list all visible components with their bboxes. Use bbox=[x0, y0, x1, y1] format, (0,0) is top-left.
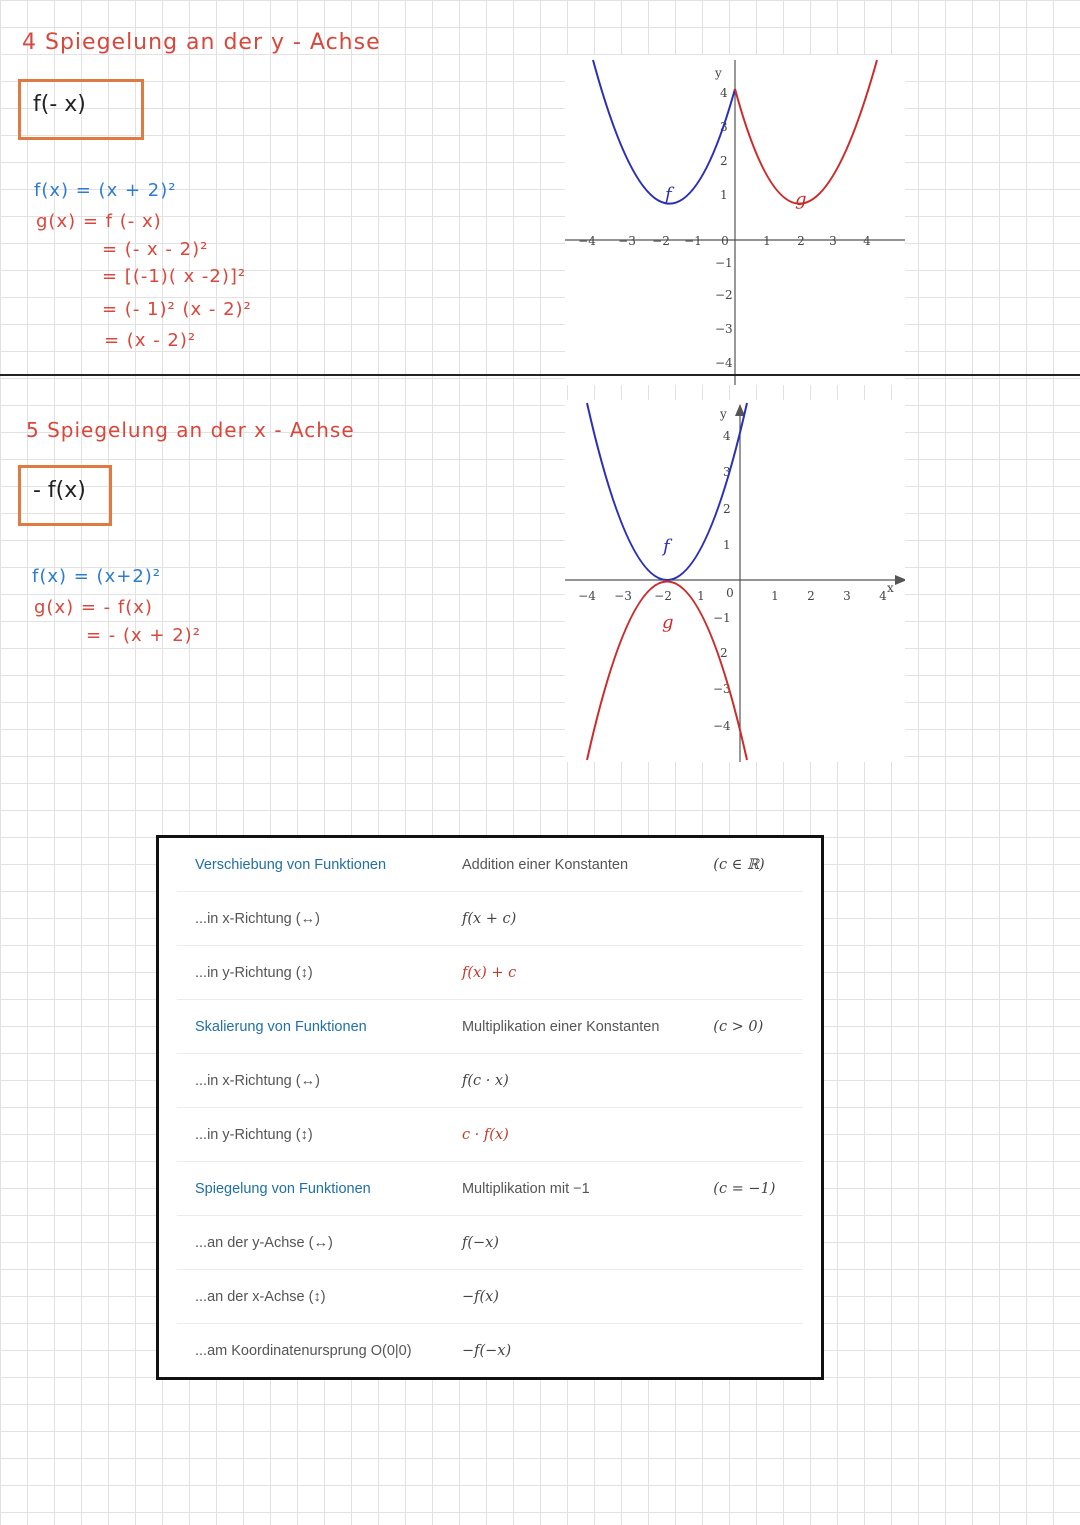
transformation-operation bbox=[458, 892, 709, 946]
x-axis-label: x bbox=[887, 581, 894, 595]
transformation-operation bbox=[458, 1216, 709, 1270]
x-tick: 0 bbox=[721, 234, 729, 248]
y-tick: −3 bbox=[715, 322, 733, 336]
y-tick: 3 bbox=[720, 120, 728, 134]
transformation-name: ...in x-Richtung (↔) bbox=[177, 1054, 458, 1108]
constant-condition bbox=[709, 892, 803, 946]
section-divider bbox=[0, 374, 1080, 376]
transformation-name: Spiegelung von Funktionen bbox=[177, 1162, 458, 1216]
y-tick: −4 bbox=[715, 356, 733, 370]
x-tick: 0 bbox=[726, 586, 734, 600]
formula: f(c · x) bbox=[461, 1072, 509, 1089]
x-tick: 1 bbox=[763, 234, 771, 248]
transformation-name: ...in y-Richtung (↕) bbox=[177, 1108, 458, 1162]
transformation-operation bbox=[458, 1054, 709, 1108]
f-curve bbox=[593, 60, 735, 204]
x-tick: −3 bbox=[614, 589, 632, 603]
transformation-operation bbox=[458, 946, 709, 1000]
section5-formula-box bbox=[18, 465, 112, 526]
section5-box-text: - f(x) bbox=[33, 478, 86, 503]
section4-step-3: = [(-1)( x -2)]² bbox=[102, 266, 247, 287]
transformation-operation: Addition einer Konstanten bbox=[458, 838, 709, 892]
section4-step-1: g(x) = f (- x) bbox=[36, 211, 162, 232]
x-tick: 2 bbox=[807, 589, 815, 603]
transformation-operation bbox=[458, 1270, 709, 1324]
x-tick: −3 bbox=[618, 234, 636, 248]
x-tick-labels bbox=[578, 234, 871, 248]
table-row bbox=[177, 1324, 803, 1377]
y-tick: −1 bbox=[713, 611, 731, 625]
x-tick: −1 bbox=[684, 234, 702, 248]
table-row bbox=[177, 1108, 803, 1162]
section4-f-definition: f(x) = (x + 2)² bbox=[34, 180, 177, 201]
section4-step-4: = (- 1)² (x - 2)² bbox=[102, 299, 252, 320]
x-tick: −4 bbox=[578, 589, 596, 603]
x-tick: −2 bbox=[652, 234, 670, 248]
table-section-row bbox=[177, 1162, 803, 1216]
y-tick: 3 bbox=[723, 465, 731, 479]
f-curve-label: f bbox=[665, 184, 672, 205]
section4-step-2: = (- x - 2)² bbox=[102, 239, 209, 260]
y-tick: 2 bbox=[720, 154, 728, 168]
constant-condition bbox=[709, 946, 803, 1000]
x-tick: 4 bbox=[879, 589, 887, 603]
table-body bbox=[177, 838, 803, 1377]
constant-condition bbox=[709, 1270, 803, 1324]
section4-box-text: f(- x) bbox=[33, 92, 86, 117]
section4-heading: 4 Spiegelung an der y - Achse bbox=[22, 30, 381, 55]
y-axis-label: y bbox=[715, 66, 722, 80]
y-tick: 4 bbox=[720, 86, 728, 100]
y-tick: 1 bbox=[720, 188, 728, 202]
formula: −f(−x) bbox=[461, 1342, 512, 1359]
section4-formula-box bbox=[18, 79, 144, 140]
f-curve-label: f bbox=[663, 536, 670, 557]
table-row bbox=[177, 1270, 803, 1324]
y-tick: −3 bbox=[713, 682, 731, 696]
transformations-table bbox=[156, 835, 824, 1380]
x-tick: 3 bbox=[843, 589, 851, 603]
section5-step-1: g(x) = - f(x) bbox=[34, 597, 153, 618]
table-row bbox=[177, 1054, 803, 1108]
x-tick: −4 bbox=[578, 234, 596, 248]
x-tick: 3 bbox=[829, 234, 837, 248]
transformation-name: ...an der y-Achse (↔) bbox=[177, 1216, 458, 1270]
x-tick: 1 bbox=[771, 589, 779, 603]
transformation-operation: Multiplikation mit −1 bbox=[458, 1162, 709, 1216]
formula: f(−x) bbox=[461, 1234, 499, 1251]
transformation-name: ...in y-Richtung (↕) bbox=[177, 946, 458, 1000]
y-tick: −1 bbox=[715, 256, 733, 270]
constant-condition bbox=[709, 1108, 803, 1162]
x-tick-labels bbox=[578, 586, 887, 603]
transformation-name: Skalierung von Funktionen bbox=[177, 1000, 458, 1054]
constant-condition bbox=[709, 1324, 803, 1377]
g-curve-label: g bbox=[662, 612, 674, 633]
y-tick-labels bbox=[715, 86, 733, 370]
graph-mirror-y-axis bbox=[565, 55, 905, 385]
section5-heading: 5 Spiegelung an der x - Achse bbox=[26, 418, 355, 442]
transformation-name: ...am Koordinatenursprung O(0|0) bbox=[195, 1342, 412, 1359]
transformation-operation bbox=[458, 1108, 709, 1162]
section5-step-2: = - (x + 2)² bbox=[86, 625, 201, 646]
constant-condition: (c = −1) bbox=[709, 1162, 803, 1216]
y-tick: 1 bbox=[723, 538, 731, 552]
transformation-name: ...in x-Richtung (↔) bbox=[177, 892, 458, 946]
section5-f-definition: f(x) = (x+2)² bbox=[32, 566, 162, 587]
constant-condition: (c ∈ ℝ) bbox=[709, 838, 803, 892]
constant-condition: (c > 0) bbox=[709, 1000, 803, 1054]
y-axis-label: y bbox=[720, 407, 727, 421]
table-section-row bbox=[177, 1000, 803, 1054]
y-tick: −2 bbox=[715, 288, 733, 302]
g-curve bbox=[735, 60, 877, 204]
transformation-operation bbox=[458, 1324, 709, 1377]
table-section-row bbox=[177, 838, 803, 892]
table-row bbox=[177, 946, 803, 1000]
formula: f(x + c) bbox=[461, 910, 517, 927]
formula: c · f(x) bbox=[461, 1126, 509, 1143]
y-tick: −4 bbox=[713, 719, 731, 733]
transformation-operation: Multiplikation einer Konstanten bbox=[458, 1000, 709, 1054]
constant-condition bbox=[709, 1054, 803, 1108]
transformation-name: Verschiebung von Funktionen bbox=[177, 838, 458, 892]
transformation-name: ...an der x-Achse (↕) bbox=[177, 1270, 458, 1324]
x-tick: 1 bbox=[697, 589, 705, 603]
table-row bbox=[177, 1216, 803, 1270]
y-tick: 4 bbox=[723, 429, 731, 443]
formula: f(x) + c bbox=[461, 964, 517, 981]
g-curve bbox=[587, 582, 747, 761]
y-tick: 2 bbox=[723, 502, 731, 516]
constant-condition bbox=[709, 1216, 803, 1270]
x-tick: −2 bbox=[654, 589, 672, 603]
y-tick: 2 bbox=[720, 646, 728, 660]
x-tick: 2 bbox=[797, 234, 805, 248]
x-axis-arrow bbox=[895, 575, 905, 585]
table-row bbox=[177, 892, 803, 946]
graph-mirror-x-axis bbox=[565, 400, 905, 762]
g-curve-label: g bbox=[795, 189, 807, 210]
x-tick: 4 bbox=[863, 234, 871, 248]
formula: −f(x) bbox=[461, 1288, 499, 1305]
section4-step-5: = (x - 2)² bbox=[104, 330, 197, 351]
